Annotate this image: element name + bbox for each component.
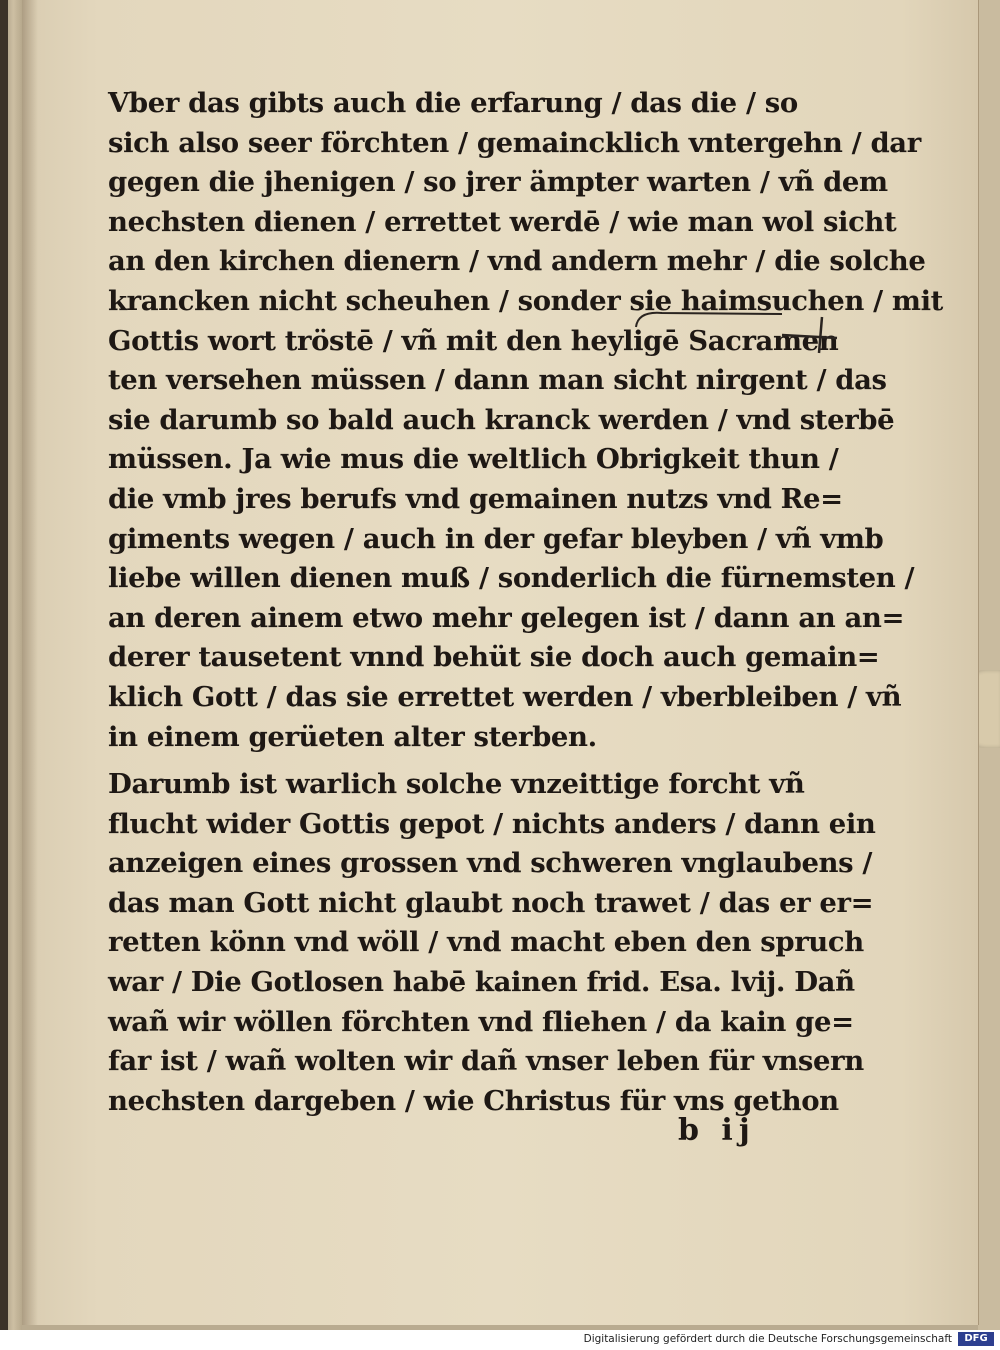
text-line: anzeigen eines grossen vnd schweren vnglaubens / xyxy=(108,847,873,880)
text-line: wañ wir wöllen förchten vnd fliehen / da kain ge= xyxy=(108,1005,854,1038)
text-line: sie darumb so bald auch kranck werden / vnd sterbē xyxy=(108,403,895,436)
text-line: giments wegen / auch in der gefar bleyben / vñ vmb xyxy=(108,522,884,555)
paragraph-2 xyxy=(108,765,876,1121)
text-line: ten versehen müssen / dann man sicht nirgent / das xyxy=(108,364,887,397)
text-line: krancken nicht scheuhen / sonder sie haimsuchen / mit xyxy=(108,284,943,317)
text-line: klich Gott / das sie errettet werden / vberbleiben / vñ xyxy=(108,680,902,713)
binding-shadow xyxy=(0,0,8,1330)
text-line: derer tausetent vnnd behüt sie doch auch gemain= xyxy=(108,641,880,674)
text-line: das man Gott nicht glaubt noch trawet / das er er= xyxy=(108,886,874,919)
text-line: far ist / wañ wolten wir dañ vnser leben für vnsern xyxy=(108,1045,864,1078)
text-line: an den kirchen dienern / vnd andern mehr / die solche xyxy=(108,245,926,278)
text-line: die vmb jres berufs vnd gemainen nutzs vnd Re= xyxy=(108,482,843,515)
text-line: in einem gerüeten alter sterben. xyxy=(108,720,597,753)
text-line: war / Die Gotlosen habē kainen frid. Esa. lvij. Dañ xyxy=(108,965,855,998)
text-line: müssen. Ja wie mus die weltlich Obrigkeit thun / xyxy=(108,443,839,476)
text-line: nechsten dargeben / wie Christus für vns gethon xyxy=(108,1084,839,1117)
text-line: sich also seer förchten / gemaincklich vntergehn / dar xyxy=(108,126,921,159)
right-page-strip xyxy=(978,0,1000,1330)
paragraph-1 xyxy=(108,84,943,757)
page-gutter-shadow xyxy=(22,0,38,1325)
footer-funding-text: Digitalisierung gefördert durch die Deutsche Forschungsgemeinschaft xyxy=(583,1333,952,1345)
text-line: nechsten dienen / errettet werdē / wie man wol sicht xyxy=(108,205,897,238)
signature-mark: b ij xyxy=(678,1113,756,1148)
text-line: an deren ainem etwo mehr gelegen ist / dann an an= xyxy=(108,601,905,634)
text-line: liebe willen dienen muß / sonderlich die fürnemsten / xyxy=(108,562,915,595)
dfg-logo: DFG xyxy=(958,1332,994,1346)
margin-annotation-mark xyxy=(632,305,842,355)
text-line: flucht wider Gottis gepot / nichts anders / dann ein xyxy=(108,807,876,840)
text-line: Gottis wort tröstē / vñ mit den heyligē Sacramen xyxy=(108,324,839,357)
text-line: Darumb ist warlich solche vnzeittige forcht vñ xyxy=(108,768,805,800)
text-line: gegen die jhenigen / so jrer ämpter warten / vñ dem xyxy=(108,166,888,199)
text-line: Vber das gibts auch die erfarung / das die / so xyxy=(108,87,798,119)
text-line: retten könn vnd wöll / vnd macht eben den spruch xyxy=(108,926,864,959)
